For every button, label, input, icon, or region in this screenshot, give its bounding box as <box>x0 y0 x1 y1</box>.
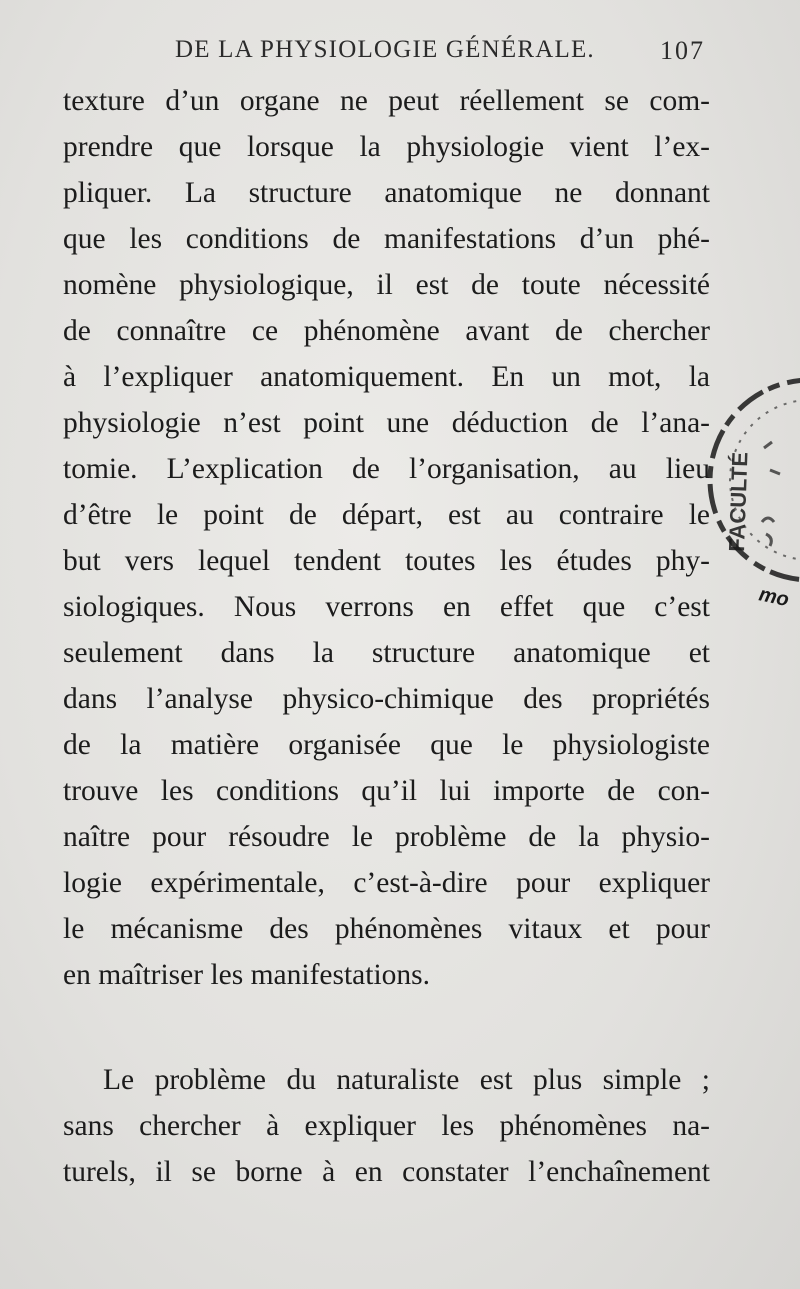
body-line: seulement dans la structure anatomique et <box>63 637 710 669</box>
body-line: que les conditions de manifestations d’un phé- <box>63 223 710 255</box>
body-line: nomène physiologique, il est de toute nécessité <box>63 269 710 301</box>
body-line: dans l’analyse physico-chimique des propriétés <box>63 683 710 715</box>
body-line: tomie. L’explication de l’organisation, au lieu <box>63 453 710 485</box>
body-line: pliquer. La structure anatomique ne donnant <box>63 177 710 209</box>
body-line: de connaître ce phénomène avant de chercher <box>63 315 710 347</box>
running-head: DE LA PHYSIOLOGIE GÉNÉRALE. <box>175 36 595 63</box>
body-line: prendre que lorsque la physiologie vient l’ex- <box>63 131 710 163</box>
stamp-text-mo: mo <box>756 583 791 612</box>
body-line: sans chercher à expliquer les phénomènes na- <box>63 1110 710 1142</box>
body-line: de la matière organisée que le physiologiste <box>63 729 710 761</box>
body-line: logie expérimentale, c’est-à-dire pour expliquer <box>63 867 710 899</box>
library-stamp <box>700 352 800 612</box>
body-line: but vers lequel tendent toutes les études phy- <box>63 545 710 577</box>
body-line: turels, il se borne à en constater l’enchaînement <box>63 1156 710 1188</box>
body-line: naître pour résoudre le problème de la physio- <box>63 821 710 853</box>
body-line: Le problème du naturaliste est plus simple ; <box>103 1064 710 1096</box>
body-line: texture d’un organe ne peut réellement se com- <box>63 85 710 117</box>
body-line: à l’expliquer anatomiquement. En un mot, la <box>63 361 710 393</box>
body-line: le mécanisme des phénomènes vitaux et pour <box>63 913 710 945</box>
stamp-text-faculte: FACULTÉ <box>724 451 753 553</box>
body-line: en maîtriser les manifestations. <box>63 959 431 991</box>
page-number: 107 <box>660 36 705 65</box>
body-line: trouve les conditions qu’il lui importe de con- <box>63 775 710 807</box>
body-line: d’être le point de départ, est au contraire le <box>63 499 710 531</box>
body-line: siologiques. Nous verrons en effet que c’est <box>63 591 710 623</box>
body-line: physiologie n’est point une déduction de l’ana- <box>63 407 710 439</box>
